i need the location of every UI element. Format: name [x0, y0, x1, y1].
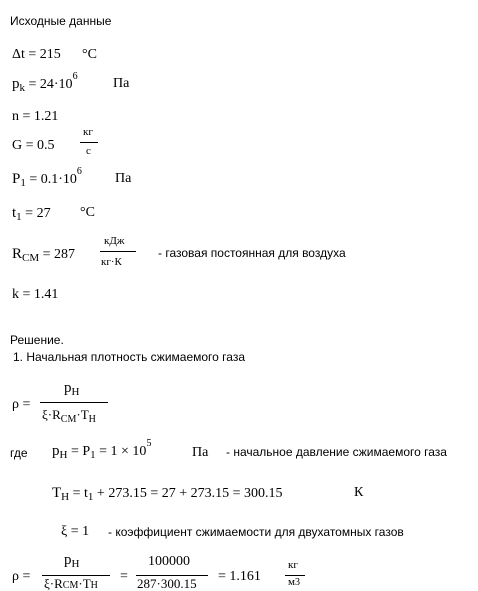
- rho2-num-p: p: [64, 552, 72, 568]
- rho-num: [64, 381, 79, 396]
- rho2-den-sub1: СМ: [62, 580, 79, 591]
- TH-sub: Н: [61, 491, 70, 503]
- pk-unit: Па: [113, 76, 130, 91]
- P1-eq: = 0.1·10: [29, 172, 77, 187]
- pH-sub1: 1: [90, 449, 96, 461]
- pk-eq: = 24·10: [28, 77, 73, 92]
- rho2-den-a: ξ·R: [44, 576, 63, 591]
- rho-den-sub2: Н: [88, 414, 96, 425]
- given-t1: [12, 206, 51, 221]
- given-P1: [12, 166, 82, 189]
- given-G: G = 0.5: [12, 138, 55, 153]
- rho-den-mid: ·T: [76, 407, 89, 422]
- G-unit-bar: [80, 142, 98, 143]
- given-pk: [12, 71, 78, 94]
- R-note: - газовая постоянная для воздуха: [158, 246, 346, 260]
- pH-line: [52, 438, 152, 461]
- rho2-den: [44, 576, 98, 591]
- R-unit-num: кДж: [104, 235, 125, 247]
- solution-step1: 1. Начальная плотность сжимаемого газа: [13, 350, 245, 364]
- where-label: где: [10, 446, 28, 460]
- pH-eq1: = P: [70, 444, 91, 459]
- R-eq: = 287: [42, 247, 76, 262]
- P1-exp: 6: [76, 166, 82, 177]
- rho2-num: [64, 553, 79, 568]
- section-title: Исходные данные: [10, 14, 112, 28]
- TH-line: [52, 486, 283, 501]
- rho2-result: = 1.161: [218, 569, 261, 584]
- pH-note: - начальное давление сжимаемого газа: [226, 445, 447, 459]
- TH-lhs: T: [52, 485, 62, 501]
- dt-unit: °C: [82, 47, 97, 62]
- rho2-eq: =: [120, 569, 128, 584]
- pH-exp: 5: [146, 438, 152, 449]
- R-lhs: R: [12, 246, 23, 262]
- rho2-lhs: ρ =: [12, 569, 31, 584]
- t1-eq: = 27: [25, 206, 51, 221]
- xi-value: ξ = 1: [61, 524, 90, 539]
- P1-unit: Па: [115, 171, 132, 186]
- rho2-unit-num: кг: [288, 559, 298, 571]
- TH-eq1: = t: [72, 486, 88, 501]
- given-k: k = 1.41: [12, 287, 59, 302]
- dt-lhs: Δt: [12, 47, 25, 62]
- solution-title: Решение.: [10, 333, 64, 347]
- pH-lhs: p: [52, 443, 60, 459]
- P1-lhs: P: [12, 171, 21, 187]
- pk-sub: k: [19, 82, 25, 94]
- t1-sub: 1: [16, 211, 22, 223]
- R-unit-bar: [100, 251, 136, 252]
- rho-lhs: ρ =: [12, 397, 31, 412]
- G-unit-den: с: [86, 145, 91, 157]
- rho2-eq-den: 287·300.15: [137, 576, 197, 591]
- rho2-unit-den: [288, 576, 300, 588]
- rho2-unit-exp: 3: [294, 577, 300, 588]
- given-n: n = 1.21: [12, 109, 59, 124]
- given-dt: [12, 48, 61, 62]
- xi-note: - коэффициент сжимаемости для двухатомных газов: [108, 525, 404, 539]
- rho2-den-sub2: Н: [90, 580, 98, 591]
- rho-den-sub1: СМ: [60, 414, 77, 425]
- rho-den: [42, 407, 96, 425]
- rho-num-p: p: [64, 380, 72, 396]
- rho2-unit-den-m: м: [288, 576, 295, 588]
- TH-sub1: 1: [87, 491, 94, 503]
- rho2-num-sub: Н: [71, 558, 80, 570]
- rho-den-a: ξ·R: [42, 407, 61, 422]
- rho2-eq-num: 100000: [148, 554, 190, 569]
- t1-lhs: t: [12, 205, 17, 221]
- dt-eq: = 215: [28, 47, 61, 62]
- pH-sub: Н: [59, 449, 68, 461]
- t1-unit: °C: [80, 205, 95, 220]
- R-sub: СМ: [22, 252, 40, 264]
- pH-eq2: = 1 × 10: [99, 444, 147, 459]
- TH-eq2: + 273.15 = 27 + 273.15 = 300.15: [96, 486, 283, 501]
- P1-sub: 1: [20, 177, 26, 189]
- rho-bar: [40, 402, 108, 403]
- pH-unit: Па: [192, 445, 209, 460]
- rho2-den-mid: ·T: [78, 576, 91, 591]
- rho-num-sub: Н: [71, 386, 80, 398]
- R-unit-den: кг·К: [101, 256, 122, 268]
- G-unit-num: кг: [83, 126, 93, 138]
- pk-lhs: p: [12, 76, 20, 92]
- pk-exp: 6: [72, 71, 78, 82]
- TH-unit: К: [354, 485, 364, 500]
- given-R: [12, 247, 75, 262]
